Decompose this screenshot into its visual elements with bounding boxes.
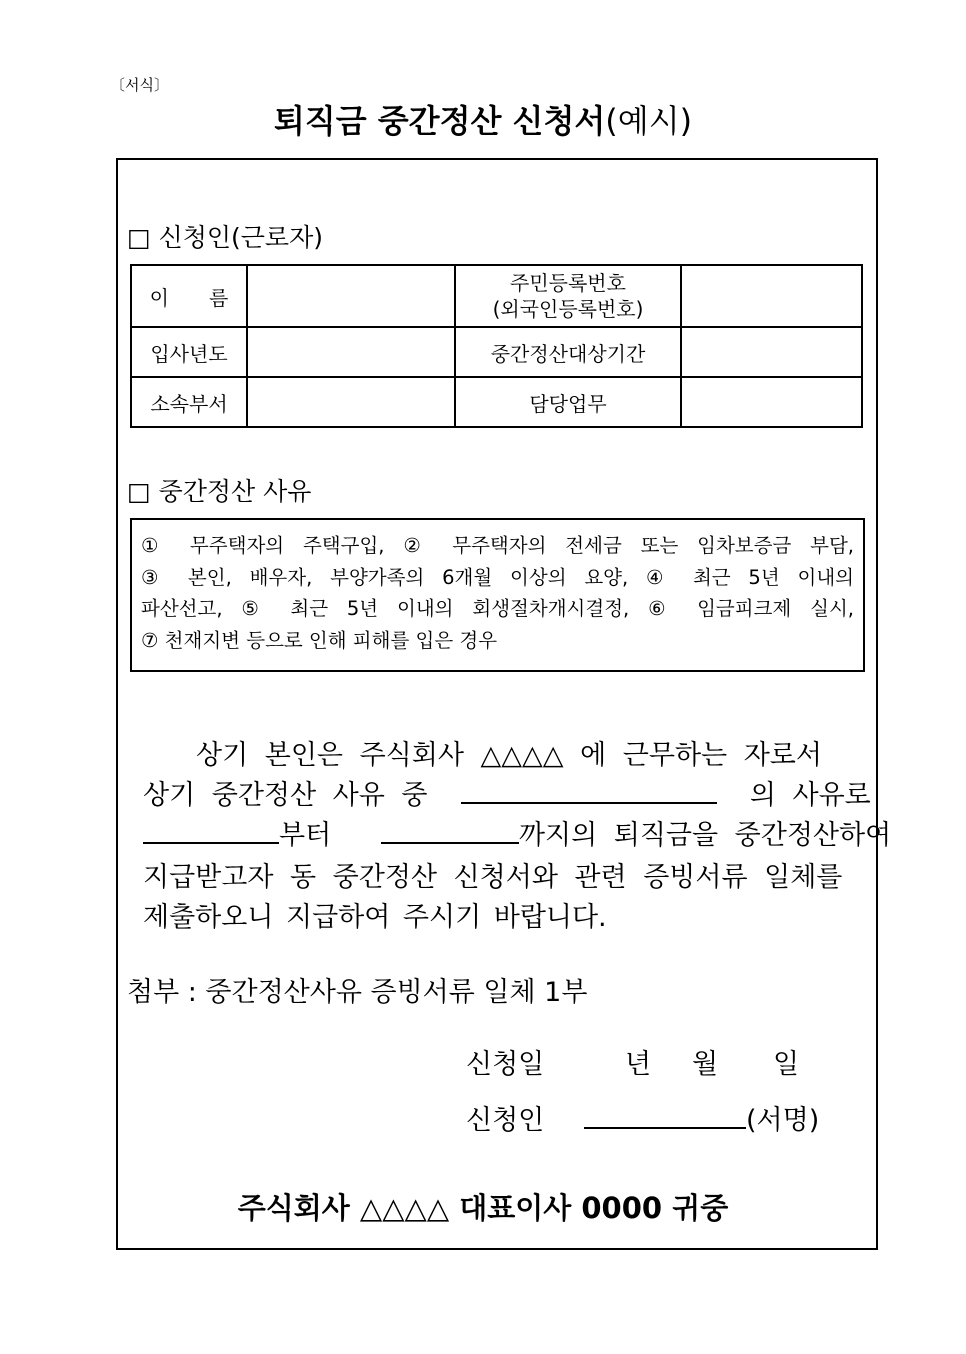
resident-number-label [455,265,681,327]
reason-line: 파산선고, ⑤ 최근 5년 이내의 회생절차개시결정, ⑥ 임금피크제 실시, [141,597,854,620]
department-field[interactable] [247,377,455,427]
start-date-blank[interactable] [143,818,279,844]
resident-number-field[interactable] [681,265,862,327]
body-line-1: 상기 본인은 주식회사 △△△△ 에 근무하는 자로서 [196,740,822,771]
reason-section-heading: □ 중간정산 사유 [127,477,312,506]
date-day: 일 [773,1049,800,1080]
title-text: 퇴직금 중간정산 신청서 [273,102,606,140]
duty-label: 담당업무 [455,377,681,427]
settlement-period-label: 중간정산대상기간 [455,327,681,377]
table-row [131,327,862,377]
document-title [0,96,966,142]
body-text: 상기 중간정산 사유 중 [143,780,428,811]
body-text: 의 사유로 [749,780,871,811]
body-line-4: 지급받고자 동 중간정산 신청서와 관련 증빙서류 일체를 [143,862,843,893]
table-row [131,377,862,427]
hire-year-label: 입사년도 [131,327,247,377]
reason-blank[interactable] [461,778,717,804]
signature-blank[interactable] [584,1103,746,1129]
foreigner-number-text: (외국인등록번호) [492,297,644,321]
date-label: 신청일 [466,1049,545,1080]
recipient-footer: 주식회사 △△△△ 대표이사 0000 귀중 [237,1191,729,1225]
signature-label: (서명) [746,1105,820,1136]
settlement-period-field[interactable] [681,327,862,377]
form-label: 〔서식〕 [110,76,169,94]
signature-line [584,1098,819,1137]
body-line-2 [143,773,871,812]
date-month: 월 [692,1049,719,1080]
body-text: 부터 [279,820,332,851]
body-line-5: 제출하오니 지급하여 주시기 바랍니다. [143,902,607,933]
title-suffix: (예시) [605,102,693,140]
department-label: 소속부서 [131,377,247,427]
name-label: 이 름 [131,265,247,327]
date-year: 년 [625,1049,652,1080]
reasons-box [130,518,865,672]
applicant-info-table [130,264,863,428]
reason-line: ⑦ 천재지변 등으로 인해 피해를 입은 경우 [141,628,498,652]
name-field[interactable] [247,265,455,327]
reason-line: ① 무주택자의 주택구입, ② 무주택자의 전세금 또는 임차보증금 부담, [141,534,854,557]
duty-field[interactable] [681,377,862,427]
table-row [131,265,862,327]
end-date-blank[interactable] [381,818,519,844]
attachment-note: 첨부 : 중간정산사유 증빙서류 일체 1부 [127,977,588,1008]
body-text: 까지의 퇴직금을 중간정산하여 [518,820,892,851]
applicant-section-heading: □ 신청인(근로자) [127,223,323,252]
hire-year-field[interactable] [247,327,455,377]
reason-line: ③ 본인, 배우자, 부양가족의 6개월 이상의 요양, ④ 최근 5년 이내의 [141,565,854,589]
body-line-3 [143,813,891,852]
resident-number-text: 주민등록번호 [510,271,626,295]
applicant-label: 신청인 [466,1105,545,1136]
